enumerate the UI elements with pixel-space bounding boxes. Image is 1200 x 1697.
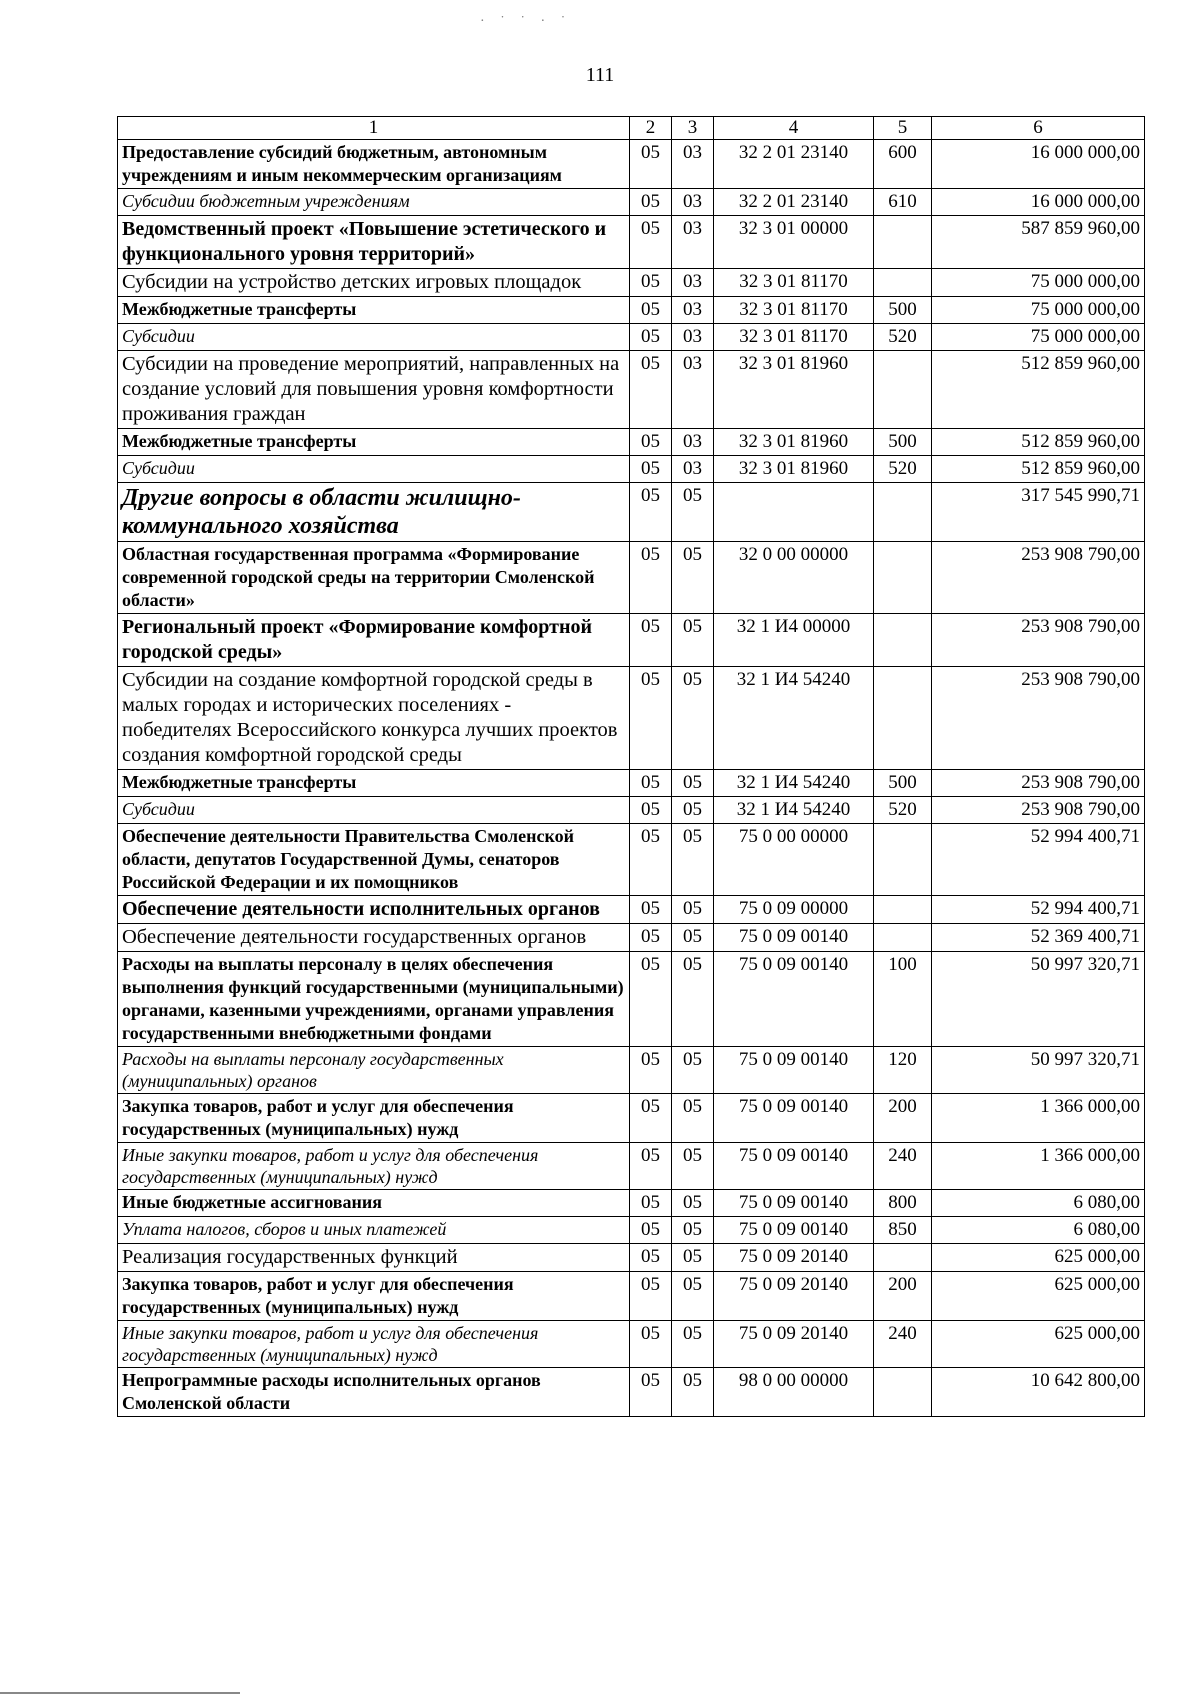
row-code-2: 05 bbox=[630, 1217, 672, 1244]
row-code-5 bbox=[874, 1244, 932, 1272]
row-code-5 bbox=[874, 614, 932, 667]
row-code-4: 75 0 09 00140 bbox=[714, 952, 874, 1047]
row-code-4: 32 1 И4 54240 bbox=[714, 797, 874, 824]
row-code-2: 05 bbox=[630, 924, 672, 952]
row-code-3: 05 bbox=[672, 824, 714, 896]
row-code-4: 75 0 09 00140 bbox=[714, 1190, 874, 1217]
table-row bbox=[118, 797, 1145, 824]
row-code-2: 05 bbox=[630, 667, 672, 770]
row-amount: 52 369 400,71 bbox=[932, 924, 1145, 952]
row-label: Иные закупки товаров, работ и услуг для обеспечения государственных (муниципальных) нужд bbox=[118, 1143, 630, 1190]
row-code-2: 05 bbox=[630, 1272, 672, 1321]
row-code-4: 75 0 09 00140 bbox=[714, 1217, 874, 1244]
row-code-4: 32 3 01 81960 bbox=[714, 456, 874, 483]
table-row bbox=[118, 667, 1145, 770]
row-amount: 75 000 000,00 bbox=[932, 324, 1145, 351]
row-code-2: 05 bbox=[630, 269, 672, 297]
row-amount: 512 859 960,00 bbox=[932, 456, 1145, 483]
table-row bbox=[118, 189, 1145, 216]
table-row bbox=[118, 1368, 1145, 1417]
row-code-5: 200 bbox=[874, 1272, 932, 1321]
row-code-2: 05 bbox=[630, 952, 672, 1047]
row-amount: 625 000,00 bbox=[932, 1272, 1145, 1321]
row-code-4: 32 1 И4 54240 bbox=[714, 667, 874, 770]
row-code-2: 05 bbox=[630, 189, 672, 216]
row-amount: 1 366 000,00 bbox=[932, 1094, 1145, 1143]
row-code-5: 120 bbox=[874, 1047, 932, 1094]
row-label: Областная государственная программа «Формирование современной городской среды на территории Смоленской области» bbox=[118, 542, 630, 614]
row-code-3: 05 bbox=[672, 797, 714, 824]
table-row bbox=[118, 952, 1145, 1047]
row-amount: 253 908 790,00 bbox=[932, 667, 1145, 770]
row-code-3: 05 bbox=[672, 1244, 714, 1272]
row-code-3: 03 bbox=[672, 140, 714, 189]
row-amount: 1 366 000,00 bbox=[932, 1143, 1145, 1190]
table-row bbox=[118, 1143, 1145, 1190]
row-code-5 bbox=[874, 216, 932, 269]
row-amount: 6 080,00 bbox=[932, 1217, 1145, 1244]
row-label: Региональный проект «Формирование комфортной городской среды» bbox=[118, 614, 630, 667]
row-label: Закупка товаров, работ и услуг для обеспечения государственных (муниципальных) нужд bbox=[118, 1094, 630, 1143]
row-code-5 bbox=[874, 667, 932, 770]
row-code-2: 05 bbox=[630, 1368, 672, 1417]
row-code-5 bbox=[874, 824, 932, 896]
row-code-5: 100 bbox=[874, 952, 932, 1047]
table-row bbox=[118, 429, 1145, 456]
row-code-5: 610 bbox=[874, 189, 932, 216]
row-amount: 10 642 800,00 bbox=[932, 1368, 1145, 1417]
row-label: Предоставление субсидий бюджетным, автономным учреждениям и иным некоммерческим организациям bbox=[118, 140, 630, 189]
table-row bbox=[118, 1217, 1145, 1244]
header-cell: 5 bbox=[874, 117, 932, 140]
row-code-5: 200 bbox=[874, 1094, 932, 1143]
table-row bbox=[118, 140, 1145, 189]
row-amount: 317 545 990,71 bbox=[932, 483, 1145, 542]
row-code-4: 32 2 01 23140 bbox=[714, 189, 874, 216]
row-amount: 253 908 790,00 bbox=[932, 770, 1145, 797]
row-code-4: 32 2 01 23140 bbox=[714, 140, 874, 189]
row-code-4: 32 3 01 81170 bbox=[714, 324, 874, 351]
row-code-3: 05 bbox=[672, 896, 714, 924]
row-amount: 253 908 790,00 bbox=[932, 542, 1145, 614]
row-code-4: 75 0 09 00140 bbox=[714, 924, 874, 952]
row-amount: 50 997 320,71 bbox=[932, 1047, 1145, 1094]
table-row bbox=[118, 351, 1145, 429]
row-code-5 bbox=[874, 1368, 932, 1417]
row-label: Субсидии bbox=[118, 324, 630, 351]
row-code-2: 05 bbox=[630, 614, 672, 667]
row-code-2: 05 bbox=[630, 1047, 672, 1094]
row-code-2: 05 bbox=[630, 1244, 672, 1272]
row-code-3: 03 bbox=[672, 351, 714, 429]
row-label: Обеспечение деятельности исполнительных органов bbox=[118, 896, 630, 924]
row-label: Субсидии на проведение мероприятий, направленных на создание условий для повышения уровня комфортности проживания граждан bbox=[118, 351, 630, 429]
row-code-2: 05 bbox=[630, 1190, 672, 1217]
table-row bbox=[118, 324, 1145, 351]
row-label: Непрограммные расходы исполнительных органов Смоленской области bbox=[118, 1368, 630, 1417]
table-row bbox=[118, 770, 1145, 797]
row-code-5 bbox=[874, 269, 932, 297]
row-code-4: 32 3 01 81960 bbox=[714, 351, 874, 429]
row-code-4: 32 0 00 00000 bbox=[714, 542, 874, 614]
row-code-2: 05 bbox=[630, 216, 672, 269]
row-code-4: 32 3 01 81170 bbox=[714, 269, 874, 297]
row-amount: 75 000 000,00 bbox=[932, 269, 1145, 297]
row-code-4: 75 0 09 00140 bbox=[714, 1047, 874, 1094]
row-code-3: 03 bbox=[672, 297, 714, 324]
row-label: Иные закупки товаров, работ и услуг для обеспечения государственных (муниципальных) нужд bbox=[118, 1321, 630, 1368]
scan-artifact: · ˙ ˙ · ˙ bbox=[480, 14, 572, 29]
row-code-5: 800 bbox=[874, 1190, 932, 1217]
row-code-4: 75 0 09 00000 bbox=[714, 896, 874, 924]
row-code-3: 05 bbox=[672, 1217, 714, 1244]
row-amount: 52 994 400,71 bbox=[932, 824, 1145, 896]
row-amount: 625 000,00 bbox=[932, 1321, 1145, 1368]
header-cell: 2 bbox=[630, 117, 672, 140]
row-label: Расходы на выплаты персоналу государственных (муниципальных) органов bbox=[118, 1047, 630, 1094]
table-row bbox=[118, 216, 1145, 269]
row-code-3: 05 bbox=[672, 614, 714, 667]
row-code-4: 75 0 09 20140 bbox=[714, 1244, 874, 1272]
row-code-3: 03 bbox=[672, 324, 714, 351]
row-code-4: 98 0 00 00000 bbox=[714, 1368, 874, 1417]
row-code-2: 05 bbox=[630, 797, 672, 824]
row-code-2: 05 bbox=[630, 1143, 672, 1190]
row-code-4: 75 0 09 00140 bbox=[714, 1094, 874, 1143]
row-label: Другие вопросы в области жилищно-коммунального хозяйства bbox=[118, 483, 630, 542]
row-code-3: 05 bbox=[672, 1368, 714, 1417]
row-code-2: 05 bbox=[630, 456, 672, 483]
row-label: Межбюджетные трансферты bbox=[118, 770, 630, 797]
table-row bbox=[118, 924, 1145, 952]
row-amount: 253 908 790,00 bbox=[932, 614, 1145, 667]
table-row bbox=[118, 483, 1145, 542]
row-label: Субсидии на создание комфортной городской среды в малых городах и исторических поселениях - победителях Всероссийского конкурса лучших проектов создания комфортной городской среды bbox=[118, 667, 630, 770]
row-label: Реализация государственных функций bbox=[118, 1244, 630, 1272]
row-amount: 512 859 960,00 bbox=[932, 429, 1145, 456]
header-cell: 4 bbox=[714, 117, 874, 140]
row-code-4: 32 1 И4 54240 bbox=[714, 770, 874, 797]
row-label: Субсидии bbox=[118, 456, 630, 483]
row-amount: 512 859 960,00 bbox=[932, 351, 1145, 429]
table-row bbox=[118, 1272, 1145, 1321]
row-label: Межбюджетные трансферты bbox=[118, 429, 630, 456]
row-amount: 16 000 000,00 bbox=[932, 140, 1145, 189]
row-code-3: 05 bbox=[672, 1143, 714, 1190]
row-code-3: 05 bbox=[672, 1047, 714, 1094]
row-amount: 625 000,00 bbox=[932, 1244, 1145, 1272]
row-code-2: 05 bbox=[630, 429, 672, 456]
row-amount: 50 997 320,71 bbox=[932, 952, 1145, 1047]
table-row bbox=[118, 1321, 1145, 1368]
header-cell: 6 bbox=[932, 117, 1145, 140]
row-code-5 bbox=[874, 351, 932, 429]
row-label: Расходы на выплаты персоналу в целях обеспечения выполнения функций государственными (муниципальными) органами, казенными учреждениями, органами управления государственными внебюджетными фондами bbox=[118, 952, 630, 1047]
row-amount: 6 080,00 bbox=[932, 1190, 1145, 1217]
row-code-3: 05 bbox=[672, 1190, 714, 1217]
row-code-3: 05 bbox=[672, 1094, 714, 1143]
header-cell: 3 bbox=[672, 117, 714, 140]
table-row bbox=[118, 896, 1145, 924]
row-code-2: 05 bbox=[630, 324, 672, 351]
row-code-4: 32 3 01 81170 bbox=[714, 297, 874, 324]
row-code-5 bbox=[874, 483, 932, 542]
table-row bbox=[118, 1190, 1145, 1217]
row-code-2: 05 bbox=[630, 1094, 672, 1143]
row-code-3: 05 bbox=[672, 542, 714, 614]
header-cell: 1 bbox=[118, 117, 630, 140]
row-code-5: 500 bbox=[874, 429, 932, 456]
row-code-4 bbox=[714, 483, 874, 542]
header-row bbox=[118, 117, 1145, 140]
row-code-3: 05 bbox=[672, 1321, 714, 1368]
budget-table bbox=[117, 116, 1145, 1417]
row-label: Субсидии на устройство детских игровых площадок bbox=[118, 269, 630, 297]
row-code-2: 05 bbox=[630, 140, 672, 189]
row-code-5 bbox=[874, 924, 932, 952]
table-row bbox=[118, 542, 1145, 614]
row-code-5: 240 bbox=[874, 1321, 932, 1368]
row-code-5: 500 bbox=[874, 770, 932, 797]
table-row bbox=[118, 824, 1145, 896]
row-amount: 253 908 790,00 bbox=[932, 797, 1145, 824]
row-amount: 16 000 000,00 bbox=[932, 189, 1145, 216]
row-code-3: 05 bbox=[672, 952, 714, 1047]
row-label: Уплата налогов, сборов и иных платежей bbox=[118, 1217, 630, 1244]
row-code-4: 32 1 И4 00000 bbox=[714, 614, 874, 667]
row-code-4: 32 3 01 81960 bbox=[714, 429, 874, 456]
row-label: Субсидии bbox=[118, 797, 630, 824]
row-code-4: 75 0 00 00000 bbox=[714, 824, 874, 896]
table-row bbox=[118, 1047, 1145, 1094]
row-label: Ведомственный проект «Повышение эстетического и функционального уровня территорий» bbox=[118, 216, 630, 269]
row-code-3: 03 bbox=[672, 429, 714, 456]
row-code-2: 05 bbox=[630, 297, 672, 324]
row-code-4: 75 0 09 20140 bbox=[714, 1321, 874, 1368]
row-label: Субсидии бюджетным учреждениям bbox=[118, 189, 630, 216]
row-code-3: 03 bbox=[672, 456, 714, 483]
row-code-2: 05 bbox=[630, 542, 672, 614]
row-code-4: 75 0 09 20140 bbox=[714, 1272, 874, 1321]
row-code-5: 600 bbox=[874, 140, 932, 189]
row-code-5: 520 bbox=[874, 456, 932, 483]
row-code-3: 03 bbox=[672, 216, 714, 269]
row-label: Иные бюджетные ассигнования bbox=[118, 1190, 630, 1217]
row-code-2: 05 bbox=[630, 351, 672, 429]
row-amount: 587 859 960,00 bbox=[932, 216, 1145, 269]
table-row bbox=[118, 1244, 1145, 1272]
row-code-2: 05 bbox=[630, 483, 672, 542]
row-code-5 bbox=[874, 542, 932, 614]
row-code-5: 520 bbox=[874, 324, 932, 351]
page-number: 111 bbox=[585, 64, 615, 86]
row-code-4: 32 3 01 00000 bbox=[714, 216, 874, 269]
row-code-3: 05 bbox=[672, 667, 714, 770]
table-row bbox=[118, 269, 1145, 297]
row-code-5: 500 bbox=[874, 297, 932, 324]
row-code-3: 05 bbox=[672, 770, 714, 797]
row-code-2: 05 bbox=[630, 824, 672, 896]
row-code-3: 03 bbox=[672, 189, 714, 216]
table-body bbox=[118, 140, 1145, 1417]
scan-edge-line bbox=[0, 1692, 240, 1694]
row-code-3: 05 bbox=[672, 483, 714, 542]
table-row bbox=[118, 297, 1145, 324]
row-code-3: 05 bbox=[672, 924, 714, 952]
table-row bbox=[118, 1094, 1145, 1143]
row-code-2: 05 bbox=[630, 1321, 672, 1368]
row-code-3: 03 bbox=[672, 269, 714, 297]
row-code-5: 850 bbox=[874, 1217, 932, 1244]
row-label: Обеспечение деятельности государственных органов bbox=[118, 924, 630, 952]
row-amount: 75 000 000,00 bbox=[932, 297, 1145, 324]
row-code-2: 05 bbox=[630, 896, 672, 924]
row-label: Обеспечение деятельности Правительства Смоленской области, депутатов Государственной Думы, сенаторов Российской Федерации и их помощников bbox=[118, 824, 630, 896]
table-row bbox=[118, 456, 1145, 483]
table-row bbox=[118, 614, 1145, 667]
row-amount: 52 994 400,71 bbox=[932, 896, 1145, 924]
row-code-4: 75 0 09 00140 bbox=[714, 1143, 874, 1190]
row-label: Закупка товаров, работ и услуг для обеспечения государственных (муниципальных) нужд bbox=[118, 1272, 630, 1321]
row-code-5: 240 bbox=[874, 1143, 932, 1190]
row-code-5 bbox=[874, 896, 932, 924]
row-code-2: 05 bbox=[630, 770, 672, 797]
row-code-3: 05 bbox=[672, 1272, 714, 1321]
row-code-5: 520 bbox=[874, 797, 932, 824]
row-label: Межбюджетные трансферты bbox=[118, 297, 630, 324]
